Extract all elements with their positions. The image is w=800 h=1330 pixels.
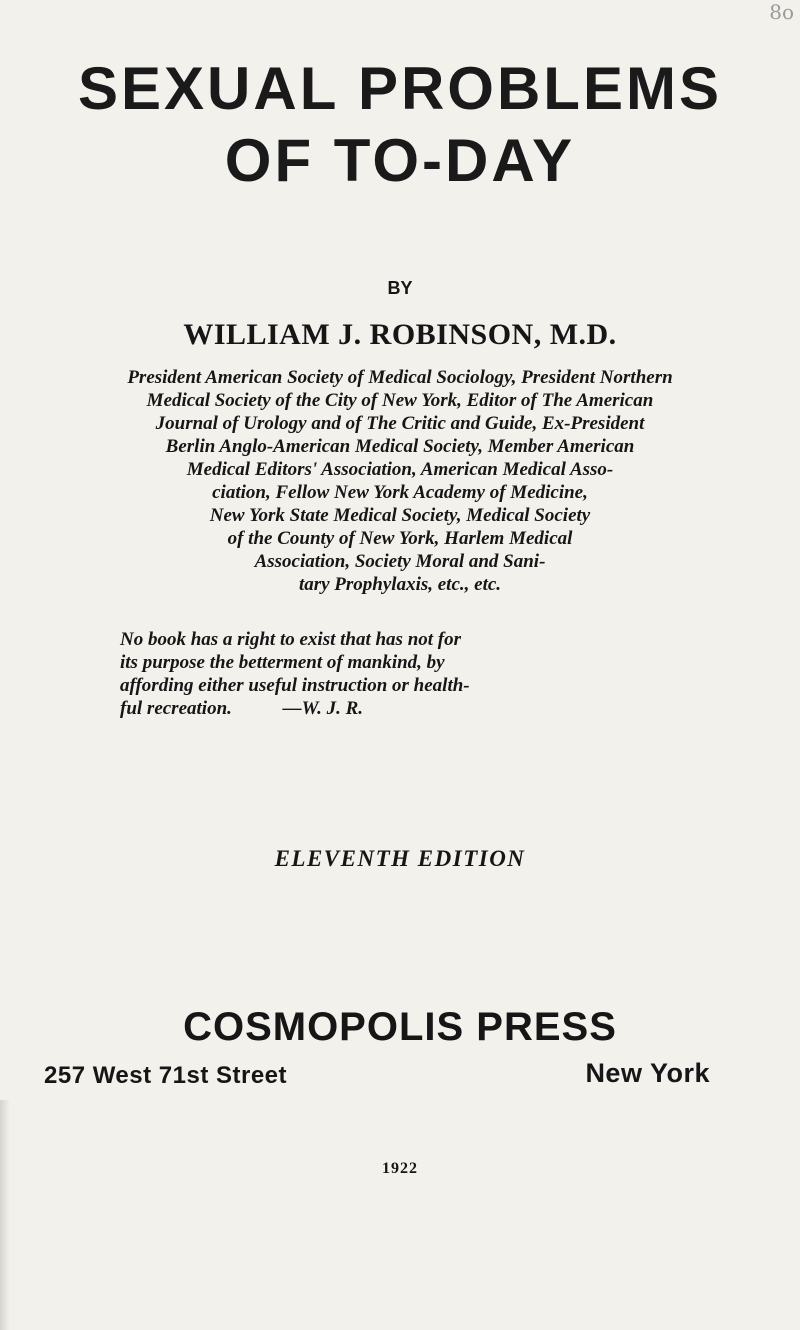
- credentials-line: President American Society of Medical Sociology, President Northern: [127, 367, 673, 388]
- epigraph: [120, 628, 720, 720]
- publisher-address: 257 West 71st Street: [44, 1062, 288, 1089]
- credentials-line: Journal of Urology and of The Critic and Guide, Ex-President: [155, 413, 645, 434]
- credentials-line: Medical Editors' Association, American Medical Asso-: [186, 459, 614, 480]
- edition-label: ELEVENTH EDITION: [274, 846, 526, 871]
- page-edge-shadow: [0, 1100, 10, 1330]
- credentials-line: ciation, Fellow New York Academy of Medicine,: [212, 482, 588, 503]
- publication-year: 1922: [382, 1160, 418, 1177]
- title-line-2: OF TO-DAY: [224, 127, 576, 194]
- publisher-name: COSMOPOLIS PRESS: [183, 1005, 617, 1049]
- credentials-line: Berlin Anglo-American Medical Society, Member American: [165, 436, 635, 457]
- credentials-line: tary Prophylaxis, etc., etc.: [298, 574, 502, 595]
- credentials-line: of the County of New York, Harlem Medical: [227, 528, 573, 549]
- corner-pencil-mark: 8o: [769, 0, 794, 24]
- epigraph-attribution: —W. J. R.: [282, 698, 364, 719]
- publisher-city: New York: [585, 1058, 710, 1088]
- epigraph-line: ful recreation.: [120, 698, 232, 719]
- author-name: WILLIAM J. ROBINSON, M.D.: [183, 318, 617, 351]
- epigraph-line: its purpose the betterment of mankind, by: [120, 652, 445, 673]
- credentials-line: Medical Society of the City of New York, Editor of The American: [146, 390, 654, 411]
- epigraph-last-line: [120, 697, 720, 720]
- credentials-line: Association, Society Moral and Sani-: [254, 551, 546, 572]
- credentials-line: New York State Medical Society, Medical Society: [209, 505, 591, 526]
- epigraph-line: No book has a right to exist that has not for: [120, 629, 462, 650]
- author-credentials: [40, 366, 760, 596]
- epigraph-line: affording either useful instruction or health-: [120, 675, 470, 696]
- by-label: BY: [387, 278, 413, 298]
- title-line-1: SEXUAL PROBLEMS: [78, 55, 722, 122]
